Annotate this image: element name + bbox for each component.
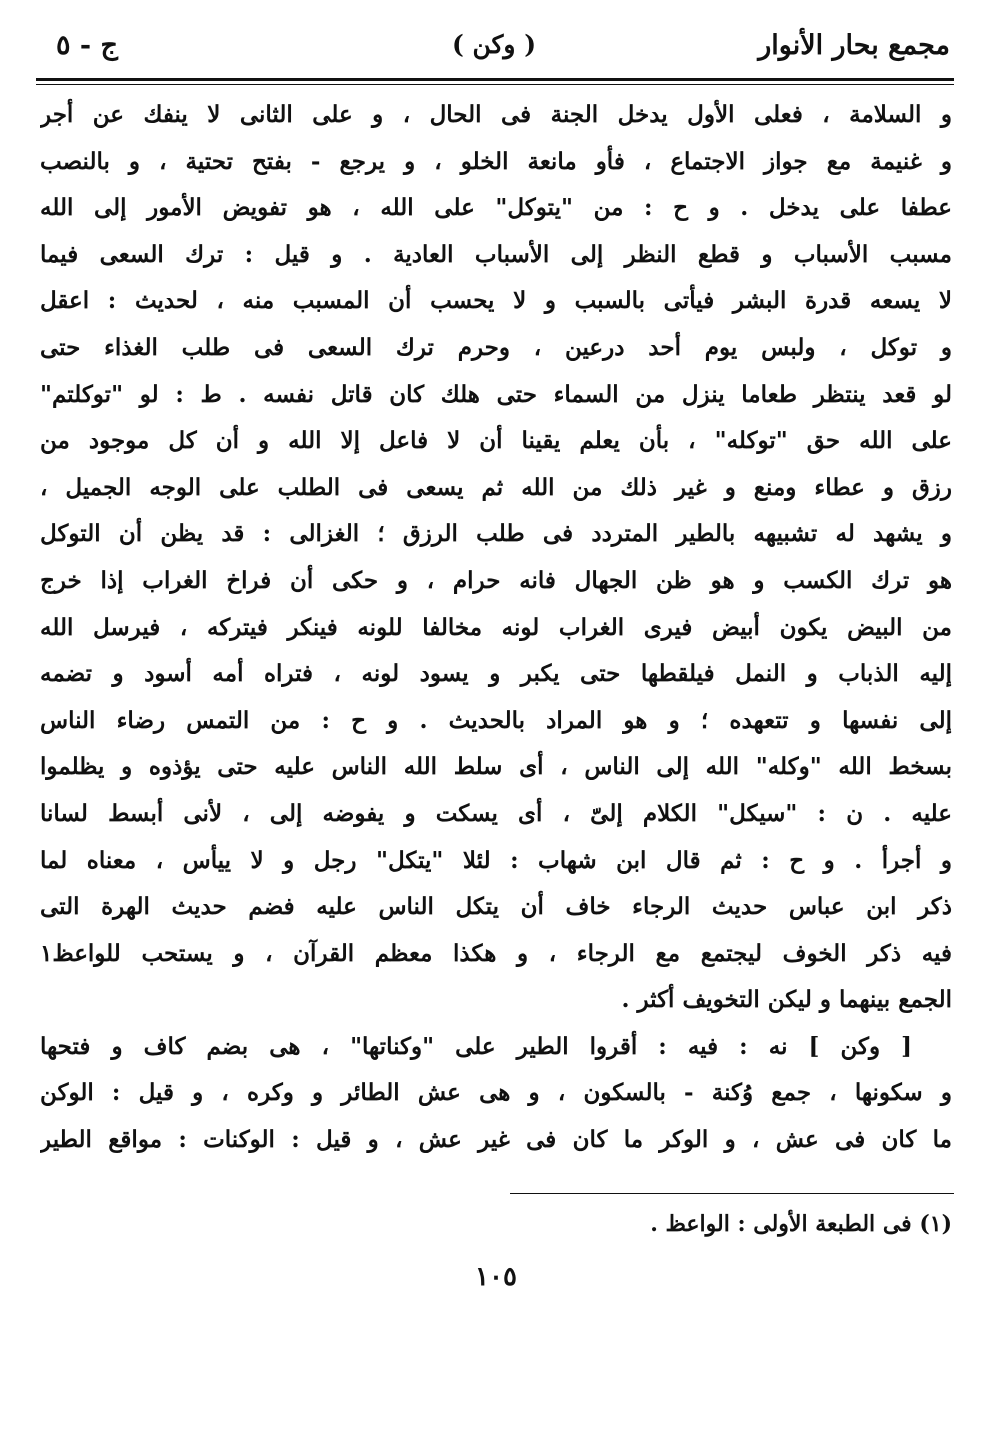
footnote-rule [510,1193,954,1194]
text-line: و توكل ، ولبس يوم أحد درعين ، وحرم ترك السعى فى طلب الغذاء حتى [40,333,952,361]
text-line: ذكر ابن عباس حديث الرجاء خاف أن يتكل الناس عليه فضم حديث الهرة التى [40,893,952,921]
text-line: و غنيمة مع جواز الاجتماع ، فأو مانعة الخلو ، و يرجع - بفتح تحتية ، و بالنصب [40,147,952,175]
text-line: لو قعد ينتظر طعاما ينزل من السماء حتى هلك كان قاتل نفسه . ط : لو "توكلتم" [40,380,952,408]
text-line: عطفا على يدخل . و ح : من "يتوكل" على الله ، هو تفويض الأمور إلى الله [40,194,952,222]
text-line: إلى نفسها و تتعهده ؛ و هو المراد بالحديث . و ح : من التمس رضاء الناس [40,706,952,734]
text-line: و أجرأ . و ح : ثم قال ابن شهاب : لئلا "يتكل" رجل و لا ييأس ، معناه لما [40,846,952,874]
page-number: ١٠٥ [475,1262,517,1292]
text-line: فيه ذكر الخوف ليجتمع مع الرجاء ، و هكذا معظم القرآن ، و يستحب للواعظ١ [40,939,952,967]
text-line: عليه . ن : "سيكل" الكلام إلىّ ، أى يسكت و يفوضه إلى ، لأنى أبسط لسانا [40,799,952,827]
text-line: على الله حق "توكله" ، بأن يعلم يقينا أن لا فاعل إلا الله و أن كل موجود من [40,427,952,455]
text-line: من البيض يكون أبيض فيرى الغراب لونه مخالفا للونه فينكر فيتركه ، فيرسل الله [40,613,952,641]
text-line: ما كان فى عش ، و الوكر ما كان فى غير عش ، و قيل : الوكنات : مواقع الطير [40,1126,952,1154]
header-rule-thick [36,78,954,81]
text-line: إليه الذباب و النمل فيلقطها حتى يكبر و يسود لونه ، فتراه أمه أسود و تضمه [40,660,952,688]
text-line: الجمع بينهما و ليكن التخويف أكثر . [621,986,952,1014]
header-rule-thin [36,84,954,85]
text-line: و يشهد له تشبيهه بالطير المتردد فى طلب الرزق ؛ الغزالى : قد يظن أن التوكل [40,520,952,548]
body-text [40,92,952,1164]
footnote: (١) فى الطبعة الأولى : الواعظ . [650,1211,952,1237]
text-line: بسخط الله "وكله" الله إلى الناس ، أى سلط الله الناس عليه حتى يؤذوه و يظلموا [40,753,952,781]
text-line: و سكونها ، جمع وُكنة - بالسكون ، و هى عش الطائر و وكره ، و قيل : الوكن [40,1079,952,1107]
book-title: مجمع بحار الأنوار [758,30,950,61]
text-line: و السلامة ، فعلى الأول يدخل الجنة فى الحال ، و على الثانى لا ينفك عن أجر [40,101,952,128]
entry-root-heading: ( وكن ) [451,30,537,59]
running-header [38,28,950,72]
text-line: مسبب الأسباب و قطع النظر إلى الأسباب العادية . و قيل : ترك السعى فيما [40,240,952,268]
volume-number: ج - ٥ [56,30,118,61]
text-line: لا يسعه قدرة البشر فيأتى بالسبب و لا يحسب أن المسبب منه ، لحديث : اعقل [40,287,952,315]
text-line: هو ترك الكسب و هو ظن الجهال فانه حرام ، و حكى أن فراخ الغراب إذا خرج [40,566,952,594]
text-line: رزق و عطاء ومنع و غير ذلك من الله ثم يسعى فى الطلب على الوجه الجميل ، [40,473,952,501]
entry-heading-line: [ وكن ] نه : فيه : أقروا الطير على "وكناتها" ، هى بضم كاف و فتحها [40,1032,912,1060]
